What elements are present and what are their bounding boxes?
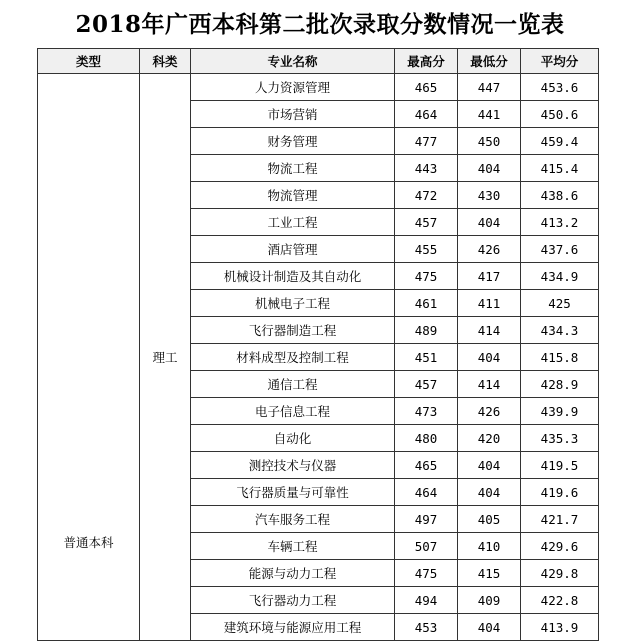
admission-scores-table bbox=[37, 48, 599, 641]
avg-score-cell: 425 bbox=[521, 290, 599, 317]
max-score-cell: 497 bbox=[395, 506, 458, 533]
avg-score-cell: 434.9 bbox=[521, 263, 599, 290]
header-major: 专业名称 bbox=[191, 49, 395, 74]
header-max-score: 最高分 bbox=[395, 49, 458, 74]
max-score-cell: 465 bbox=[395, 452, 458, 479]
major-cell: 机械设计制造及其自动化 bbox=[191, 263, 395, 290]
max-score-cell: 475 bbox=[395, 263, 458, 290]
header-min-score: 最低分 bbox=[458, 49, 521, 74]
min-score-cell: 430 bbox=[458, 182, 521, 209]
avg-score-cell: 429.6 bbox=[521, 533, 599, 560]
avg-score-cell: 429.8 bbox=[521, 560, 599, 587]
major-cell: 车辆工程 bbox=[191, 533, 395, 560]
max-score-cell: 457 bbox=[395, 209, 458, 236]
avg-score-cell: 413.2 bbox=[521, 209, 599, 236]
max-score-cell: 457 bbox=[395, 371, 458, 398]
min-score-cell: 417 bbox=[458, 263, 521, 290]
min-score-cell: 415 bbox=[458, 560, 521, 587]
max-score-cell: 465 bbox=[395, 74, 458, 101]
max-score-cell: 464 bbox=[395, 101, 458, 128]
min-score-cell: 404 bbox=[458, 155, 521, 182]
avg-score-cell: 453.6 bbox=[521, 74, 599, 101]
max-score-cell: 477 bbox=[395, 128, 458, 155]
header-row bbox=[38, 49, 599, 74]
major-cell: 物流工程 bbox=[191, 155, 395, 182]
max-score-cell: 475 bbox=[395, 560, 458, 587]
avg-score-cell: 419.6 bbox=[521, 479, 599, 506]
avg-score-cell: 450.6 bbox=[521, 101, 599, 128]
header-type: 类型 bbox=[38, 49, 140, 74]
major-cell: 测控技术与仪器 bbox=[191, 452, 395, 479]
avg-score-cell: 459.4 bbox=[521, 128, 599, 155]
major-cell: 工业工程 bbox=[191, 209, 395, 236]
major-cell: 飞行器质量与可靠性 bbox=[191, 479, 395, 506]
major-cell: 市场营销 bbox=[191, 101, 395, 128]
major-cell: 物流管理 bbox=[191, 182, 395, 209]
max-score-cell: 443 bbox=[395, 155, 458, 182]
min-score-cell: 441 bbox=[458, 101, 521, 128]
min-score-cell: 409 bbox=[458, 587, 521, 614]
major-cell: 酒店管理 bbox=[191, 236, 395, 263]
major-cell: 飞行器动力工程 bbox=[191, 587, 395, 614]
avg-score-cell: 422.8 bbox=[521, 587, 599, 614]
avg-score-cell: 428.9 bbox=[521, 371, 599, 398]
max-score-cell: 455 bbox=[395, 236, 458, 263]
min-score-cell: 426 bbox=[458, 398, 521, 425]
max-score-cell: 473 bbox=[395, 398, 458, 425]
major-cell: 机械电子工程 bbox=[191, 290, 395, 317]
avg-score-cell: 421.7 bbox=[521, 506, 599, 533]
max-score-cell: 494 bbox=[395, 587, 458, 614]
table-title: 2018年广西本科第二批次录取分数情况一览表 bbox=[75, 11, 565, 38]
min-score-cell: 414 bbox=[458, 371, 521, 398]
max-score-cell: 453 bbox=[395, 614, 458, 641]
max-score-cell: 507 bbox=[395, 533, 458, 560]
min-score-cell: 426 bbox=[458, 236, 521, 263]
avg-score-cell: 439.9 bbox=[521, 398, 599, 425]
major-cell: 能源与动力工程 bbox=[191, 560, 395, 587]
avg-score-cell: 437.6 bbox=[521, 236, 599, 263]
category-cell: 理工 bbox=[140, 74, 191, 641]
avg-score-cell: 415.8 bbox=[521, 344, 599, 371]
min-score-cell: 447 bbox=[458, 74, 521, 101]
major-cell: 自动化 bbox=[191, 425, 395, 452]
min-score-cell: 411 bbox=[458, 290, 521, 317]
min-score-cell: 404 bbox=[458, 209, 521, 236]
min-score-cell: 404 bbox=[458, 452, 521, 479]
min-score-cell: 405 bbox=[458, 506, 521, 533]
table-row bbox=[38, 74, 599, 101]
min-score-cell: 414 bbox=[458, 317, 521, 344]
min-score-cell: 404 bbox=[458, 479, 521, 506]
avg-score-cell: 419.5 bbox=[521, 452, 599, 479]
max-score-cell: 489 bbox=[395, 317, 458, 344]
max-score-cell: 480 bbox=[395, 425, 458, 452]
major-cell: 通信工程 bbox=[191, 371, 395, 398]
major-cell: 人力资源管理 bbox=[191, 74, 395, 101]
max-score-cell: 464 bbox=[395, 479, 458, 506]
avg-score-cell: 435.3 bbox=[521, 425, 599, 452]
avg-score-cell: 434.3 bbox=[521, 317, 599, 344]
header-avg-score: 平均分 bbox=[521, 49, 599, 74]
min-score-cell: 404 bbox=[458, 344, 521, 371]
major-cell: 财务管理 bbox=[191, 128, 395, 155]
major-cell: 汽车服务工程 bbox=[191, 506, 395, 533]
major-cell: 电子信息工程 bbox=[191, 398, 395, 425]
header-category: 科类 bbox=[140, 49, 191, 74]
min-score-cell: 420 bbox=[458, 425, 521, 452]
avg-score-cell: 415.4 bbox=[521, 155, 599, 182]
min-score-cell: 410 bbox=[458, 533, 521, 560]
max-score-cell: 461 bbox=[395, 290, 458, 317]
avg-score-cell: 413.9 bbox=[521, 614, 599, 641]
avg-score-cell: 438.6 bbox=[521, 182, 599, 209]
max-score-cell: 451 bbox=[395, 344, 458, 371]
min-score-cell: 450 bbox=[458, 128, 521, 155]
max-score-cell: 472 bbox=[395, 182, 458, 209]
type-cell: 普通本科 bbox=[38, 74, 140, 641]
min-score-cell: 404 bbox=[458, 614, 521, 641]
major-cell: 材料成型及控制工程 bbox=[191, 344, 395, 371]
major-cell: 飞行器制造工程 bbox=[191, 317, 395, 344]
major-cell: 建筑环境与能源应用工程 bbox=[191, 614, 395, 641]
